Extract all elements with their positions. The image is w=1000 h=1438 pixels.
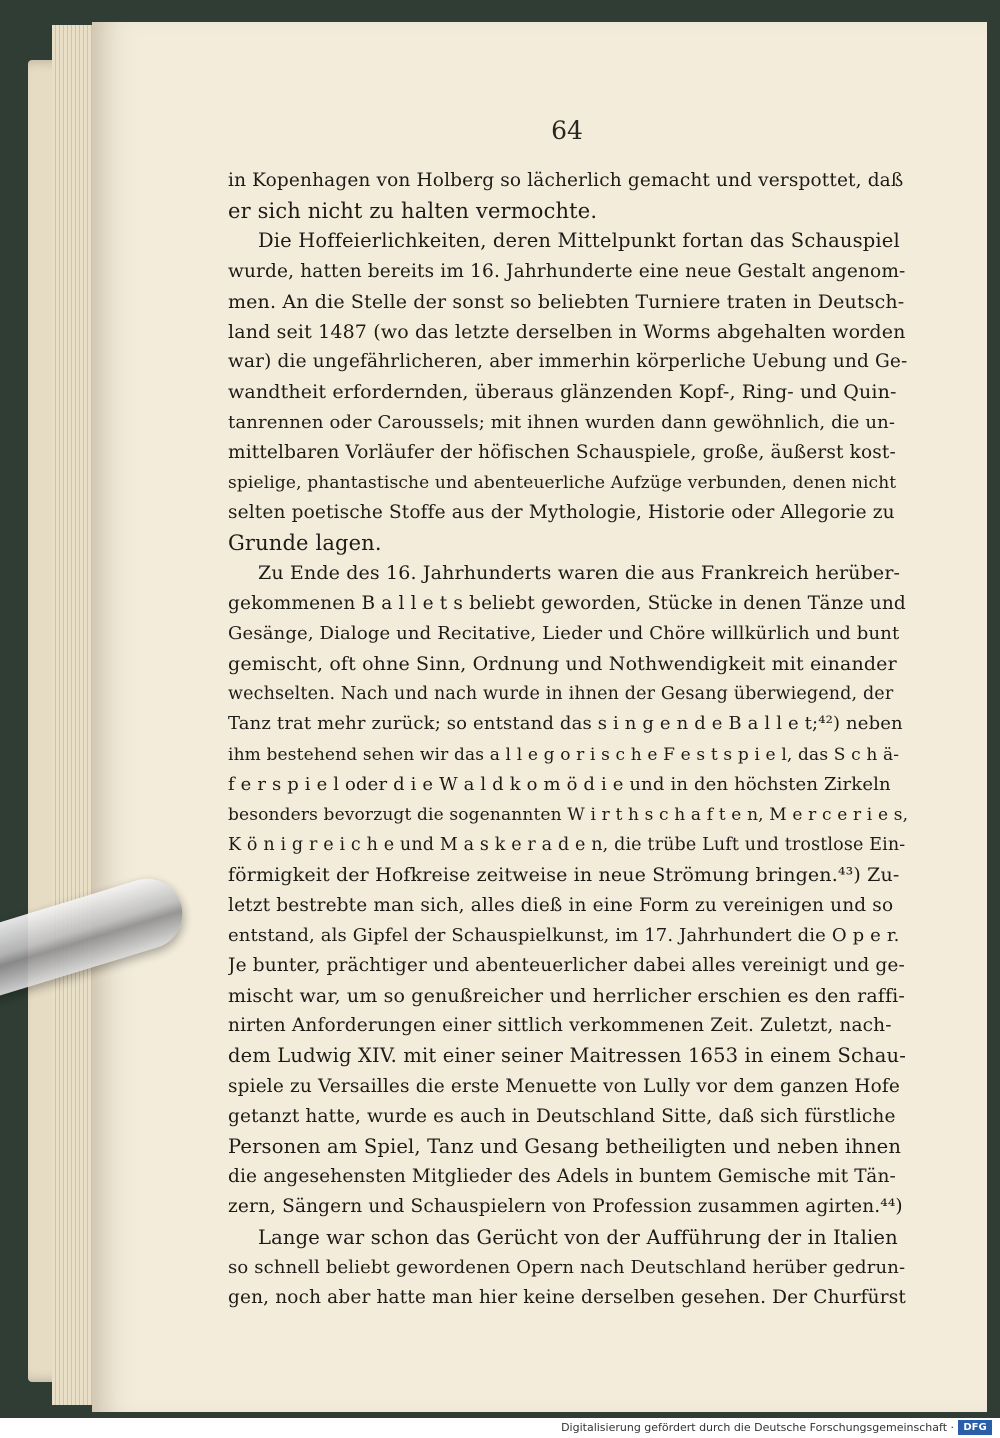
text-line: dem Ludwig XIV. mit einer seiner Maitressen 1653 in einem Schau- [228,1044,906,1068]
text-line: getanzt hatte, wurde es auch in Deutschland Sitte, daß sich fürstliche [228,1105,896,1127]
text-line: Zu Ende des 16. Jahrhunderts waren die aus Frankreich herüber- [258,562,901,585]
footer-credit: Digitalisierung gefördert durch die Deutsche Forschungsgemeinschaft · [561,1421,954,1434]
text-line: K ö n i g r e i c h e und M a s k e r a d e n, die trübe Luft und trostlose Ein- [228,835,906,856]
text-line: die angesehensten Mitglieder des Adels in buntem Gemische mit Tän- [228,1166,896,1188]
text-line: war) die ungefährlicheren, aber immerhin körperliche Uebung und Ge- [228,351,908,373]
text-line: wechselten. Nach und nach wurde in ihnen der Gesang überwiegend, der [228,684,894,705]
text-line: Die Hoffeierlichkeiten, deren Mittelpunkt fortan das Schauspiel [258,229,900,253]
text-line: wurde, hatten bereits im 16. Jahrhunderte eine neue Gestalt angenom- [228,260,906,282]
text-line: letzt bestrebte man sich, alles dieß in eine Form zu vereinigen und so [228,894,894,916]
text-line: er sich nicht zu halten vermochte. [228,199,598,224]
text-line: ihm bestehend sehen wir das a l l e g o r i s c h e F e s t s p i e l, das S c h ä- [228,744,900,765]
text-line: mischt war, um so genußreicher und herrlicher erschien es den raffi- [228,985,905,1008]
text-line: entstand, als Gipfel der Schauspielkunst, im 17. Jahrhundert die O p e r. [228,924,900,946]
text-line: Personen am Spiel, Tanz und Gesang betheiligten und neben ihnen [228,1135,902,1158]
text-line: men. An die Stelle der sonst so beliebten Turniere traten in Deutsch- [228,290,905,313]
text-line: so schnell beliebt gewordenen Opern nach Deutschland herüber gedrun- [228,1256,906,1278]
text-line: besonders bevorzugt die sogenannten W i r t h s c h a f t e n, M e r c e r i e s, [228,804,908,825]
text-line: gen, noch aber hatte man hier keine derselben gesehen. Der Churfürst [228,1286,906,1308]
page-number: 64 [551,116,583,145]
text-line: Grunde lagen. [228,531,382,556]
text-line: tanrennen oder Caroussels; mit ihnen wurden dann gewöhnlich, die un- [228,411,896,433]
text-line: mittelbaren Vorläufer der höfischen Schauspiele, große, äußerst kost- [228,441,896,463]
text-line: gemischt, oft ohne Sinn, Ordnung und Nothwendigkeit mit einander [228,653,897,675]
text-line: Tanz trat mehr zurück; so entstand das s i n g e n d e B a l l e t;⁴²) neben [228,713,903,735]
footer-bar [0,1418,1000,1438]
text-line: nirten Anforderungen einer sittlich verkommenen Zeit. Zuletzt, nach- [228,1015,892,1037]
text-line: wandtheit erfordernden, überaus glänzenden Kopf-, Ring- und Quin- [228,381,897,404]
text-line: Gesänge, Dialoge und Recitative, Lieder und Chöre willkürlich und bunt [228,622,900,644]
text-line: f e r s p i e l oder d i e W a l d k o m ö d i e und in den höchsten Zirkeln [228,773,891,795]
text-line: gekommenen B a l l e t s beliebt geworden, Stücke in denen Tänze und [228,592,906,614]
text-line: Lange war schon das Gerücht von der Aufführung der in Italien [258,1225,898,1249]
text-line: spielige, phantastische und abenteuerliche Aufzüge verbunden, denen nicht [228,472,897,493]
text-line: förmigkeit der Hofkreise zeitweise in neue Strömung bringen.⁴³) Zu- [228,864,900,887]
body-text [228,166,908,1313]
text-line: selten poetische Stoffe aus der Mythologie, Historie oder Allegorie zu [228,502,895,524]
text-line: zern, Sängern und Schauspielern von Profession zusammen agirten.⁴⁴) [228,1196,903,1218]
text-line: land seit 1487 (wo das letzte derselben in Worms abgehalten worden [228,320,906,343]
dfg-logo-icon: DFG [958,1420,992,1435]
text-line: Je bunter, prächtiger und abenteuerlicher dabei alles vereinigt und ge- [228,954,905,976]
text-line: spiele zu Versailles die erste Menuette von Lully vor dem ganzen Hofe [228,1075,901,1097]
text-line: in Kopenhagen von Holberg so lächerlich gemacht und verspottet, daß [228,170,904,191]
